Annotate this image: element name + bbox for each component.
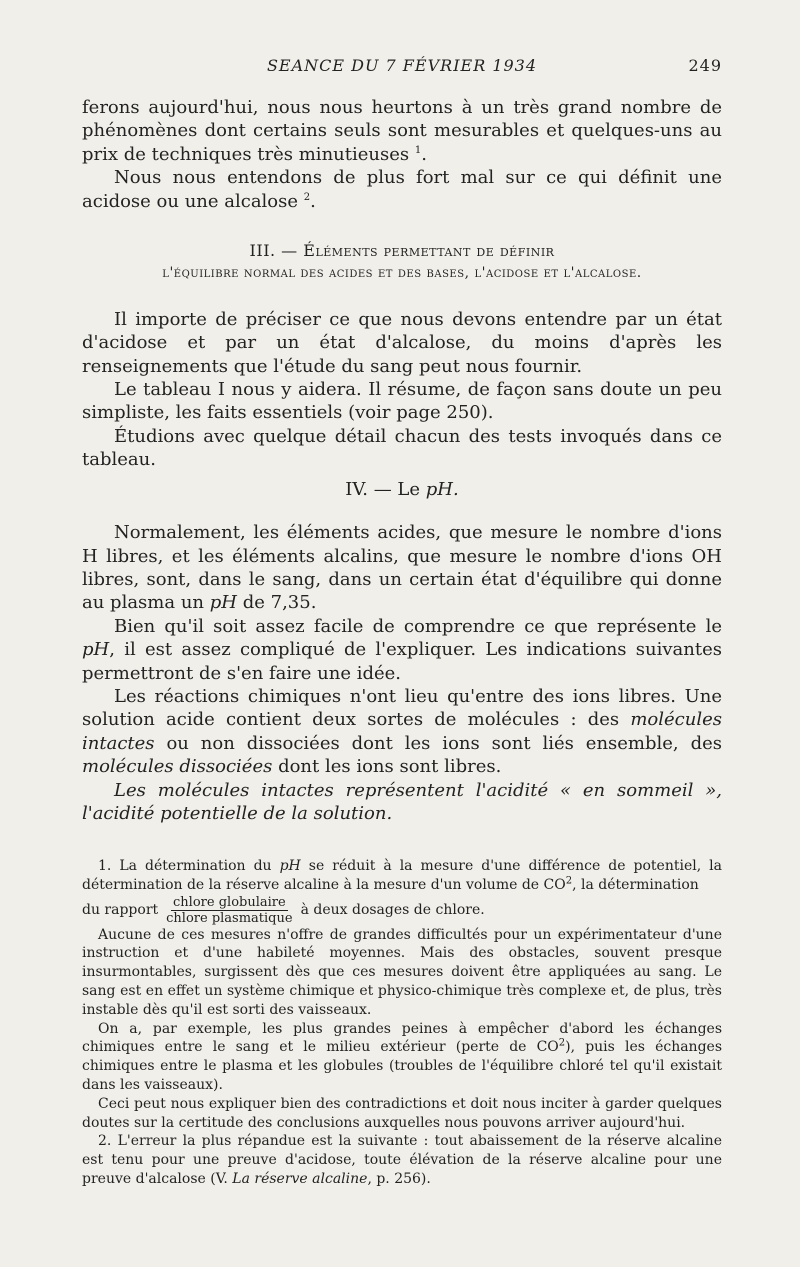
section-heading-4: IV. — Le pH. xyxy=(345,478,459,500)
paragraph: Le tableau I nous y aidera. Il résume, de façon sans doute un peu simpliste, les faits essentiels (voir page 250). xyxy=(82,379,722,424)
footnote-ref[interactable]: 1 xyxy=(414,144,422,156)
footnote-1: 1. La détermination du pH se réduit à la mesure d'une différence de potentiel, la détermination de la réserve alcaline à la mesure d'un volume de $CO^2$, la détermination xyxy=(82,858,723,893)
footnote-paragraph: Ceci peut nous expliquer bien des contradictions et doit nous inciter à garder quelques doutes sur la certitude des conclusions auxquelles nous pouvons arriver aujourd'hui. xyxy=(82,1095,722,1131)
body-text xyxy=(82,96,722,825)
running-title: SEANCE DU 7 FÉVRIER 1934 xyxy=(266,56,538,75)
footnote-paragraph: On a, par exemple, les plus grandes peines à empêcher d'abord les échanges chimiques entre le sang et le milieu extérieur (perte de $CO^2$), puis les échanges chimiques entre le plasma et les globules (troubles de l'équilibre chloré tel qu'il existait dans les vaisseaux). xyxy=(82,1020,723,1093)
paragraph: Normalement, les éléments acides, que mesure le nombre d'ions H libres, et les éléments alcalins, que mesure le nombre d'ions OH libres, sont, dans le sang, dans un certain état d'équilibre qui donne au plasma un pH de 7,35. xyxy=(82,522,722,614)
fraction-line: du rapport $\frac{\text{chlore globulaire}}{\text{chlore plasmatique}}$ à deux dosages de chlore. xyxy=(82,894,485,926)
section-heading-3-line1: III. — Éléments permettant de définir xyxy=(249,241,555,261)
paragraph: Les réactions chimiques n'ont lieu qu'entre des ions libres. Une solution acide contient deux sortes de molécules : des molécules intactes ou non dissociées dont les ions sont liés ensemble, des molécules dissociées dont les ions sont libres. xyxy=(82,685,722,778)
paragraph: Étudions avec quelque détail chacun des tests invoqués dans ce tableau. xyxy=(82,425,722,471)
section-heading-3-line2: l'équilibre normal des acides et des bases, l'acidose et l'alcalose. xyxy=(162,265,642,282)
paragraph: Bien qu'il soit assez facile de comprendre ce que représente le pH, il est assez compliqué de l'expliquer. Les indications suivantes permettront de s'en faire une idée. xyxy=(82,615,722,684)
paragraph: Les molécules intactes représentent l'acidité « en sommeil », l'acidité potentielle de la solution. xyxy=(82,779,722,824)
footnote-2: 2. L'erreur la plus répandue est la suivante : tout abaissement de la réserve alcaline est tenu pour une preuve d'acidose, toute élévation de la réserve alcaline pour une preuve d'alcalose (V. La réserve alcaline, p. 256). xyxy=(82,1133,722,1187)
footnote-paragraph: Aucune de ces mesures n'offre de grandes difficultés pour un expérimentateur d'une instruction et d'une habileté moyennes. Mais des obstacles, souvent presque insurmontables, surgissent dès que ces mesures doivent être appliquées au sang. Le sang est en effet un système chimique et physico-chimique très complexe et, de plus, très instable dès qu'il est sorti des vaisseaux. xyxy=(82,926,722,1018)
fraction: $\frac{\text{chlore globulaire}}{\text{chlore plasmatique}}$ xyxy=(166,894,293,926)
footnotes xyxy=(82,857,722,1189)
paragraph: ferons aujourd'hui, nous nous heurtons à un très grand nombre de phénomènes dont certains seuls sont mesurables et quelques-uns au prix de techniques très minutieuses $^1$. xyxy=(82,97,722,165)
paragraph: Nous nous entendons de plus fort mal sur ce qui définit une acidose ou une alcalose $^2$. xyxy=(82,167,722,212)
page-number: 249 xyxy=(688,56,722,75)
paragraph: Il importe de préciser ce que nous devons entendre par un état d'acidose et par un état d'alcalose, du moins d'après les renseignements que l'étude du sang peut nous fournir. xyxy=(82,308,722,377)
footnote-ref[interactable]: 2 xyxy=(303,191,311,203)
